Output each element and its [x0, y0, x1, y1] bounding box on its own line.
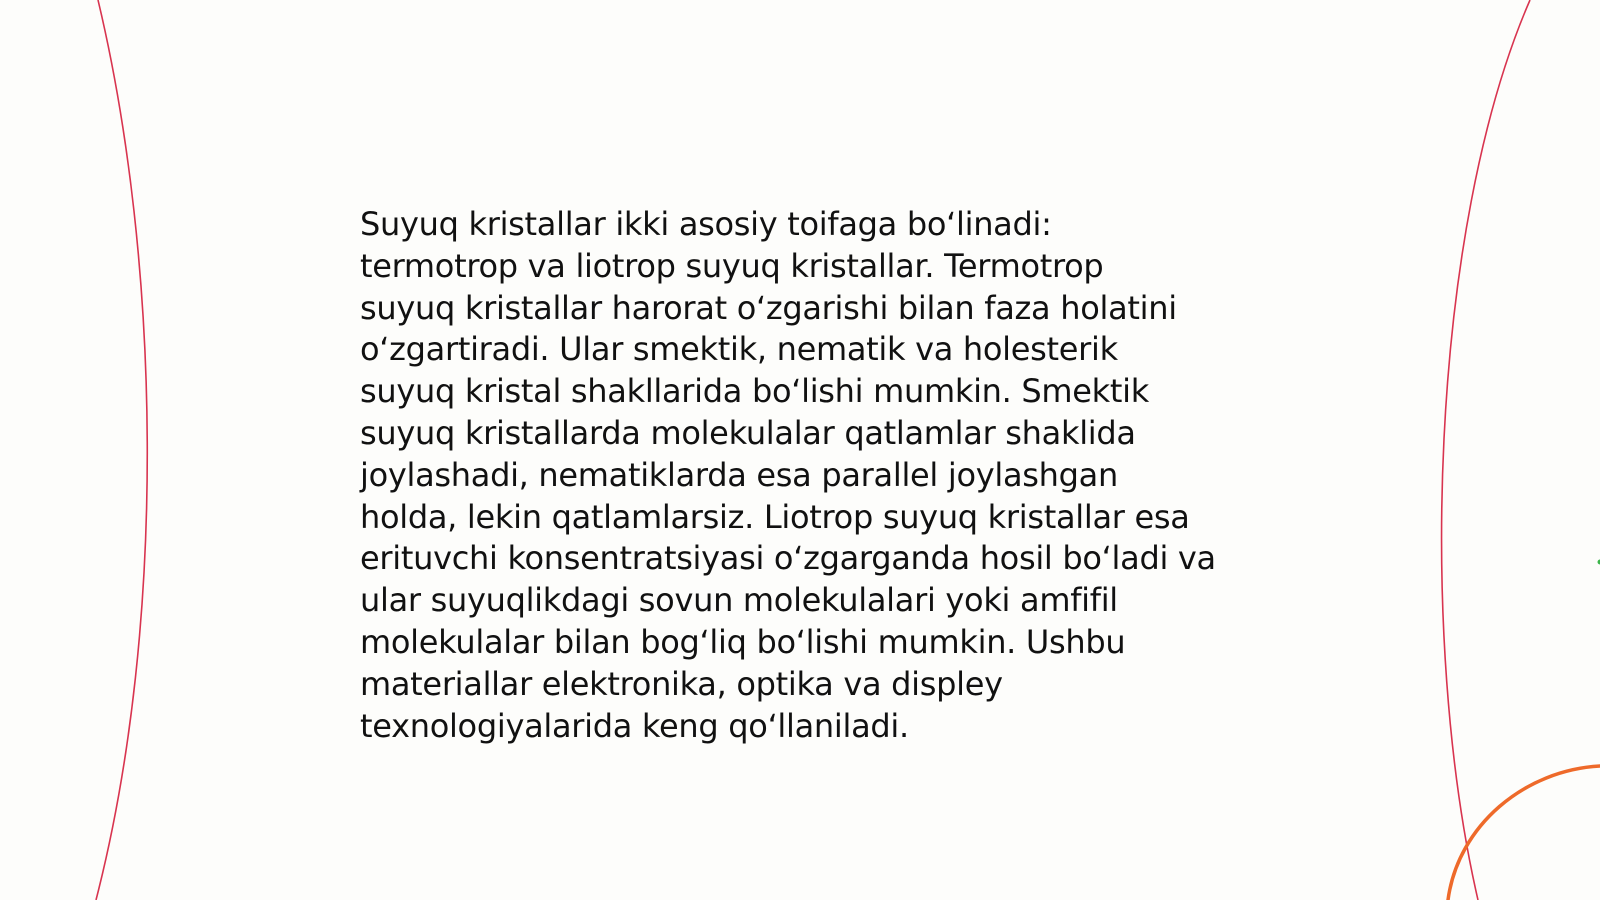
- paragraph-line: suyuq kristallar harorat oʻzgarishi bilan faza holatini: [360, 288, 1177, 327]
- paragraph-line: termotrop va liotrop suyuq kristallar. Termotrop: [360, 246, 1104, 285]
- orange-accent-arc: [1448, 766, 1600, 900]
- paragraph-line: suyuq kristallarda molekulalar qatlamlar shaklida: [360, 413, 1136, 452]
- paragraph-line: joylashadi, nematiklarda esa parallel joylashgan: [360, 455, 1118, 494]
- right-curve-line: [1442, 0, 1530, 900]
- paragraph-line: holda, lekin qatlamlarsiz. Liotrop suyuq kristallar esa: [360, 497, 1190, 536]
- body-paragraph: [360, 204, 1240, 747]
- paragraph-line: molekulalar bilan bogʻliq boʻlishi mumkin. Ushbu: [360, 622, 1126, 661]
- paragraph-line: oʻzgartiradi. Ular smektik, nematik va holesterik: [360, 330, 1118, 369]
- paragraph-line: erituvchi konsentratsiyasi oʻzgarganda hosil boʻladi va: [360, 539, 1216, 578]
- paragraph-line: ular suyuqlikdagi sovun molekulalari yoki amfifil: [360, 581, 1118, 620]
- paragraph-line: suyuq kristal shakllarida boʻlishi mumkin. Smektik: [360, 372, 1149, 411]
- paragraph-line: texnologiyalarida keng qoʻllaniladi.: [360, 706, 909, 745]
- left-curve-line: [96, 0, 147, 900]
- paragraph-line: materiallar elektronika, optika va displey: [360, 664, 1003, 703]
- paragraph-line: Suyuq kristallar ikki asosiy toifaga boʻlinadi:: [360, 205, 1052, 243]
